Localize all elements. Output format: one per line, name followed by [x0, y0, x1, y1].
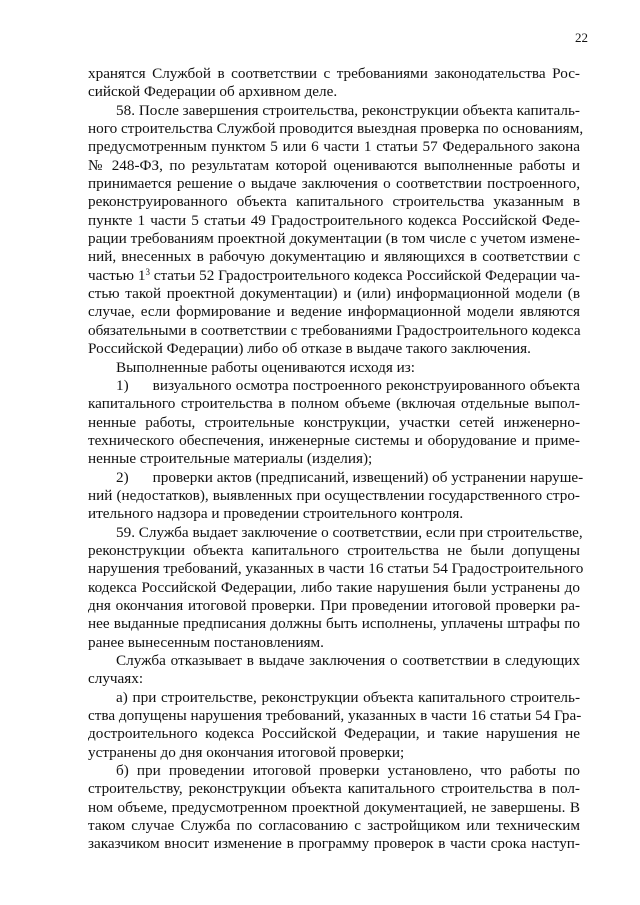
line-text: Выполненные работы оцениваются исходя из: [116, 358, 416, 376]
text-line [88, 65, 580, 83]
text-line [88, 120, 584, 138]
text-line [88, 542, 580, 560]
line-text: ства допущены нарушения требований, указанных в части 16 статьи 54 Гра- [88, 707, 582, 725]
text-line [88, 835, 580, 853]
line-text: Служба отказывает в выдаче заключения о соответствии в следующих [116, 652, 580, 669]
line-text: Российской Федерации) либо об отказе в выдаче такого заключения. [88, 340, 531, 358]
text-line [88, 468, 584, 487]
line-text: устранены до дня окончания итоговой проверки; [88, 743, 405, 761]
line-text: реконструированного объекта капитального строительства указанным в [88, 193, 580, 211]
line-text: таком случае Служба по согласованию с застройщиком или техническим [88, 817, 580, 835]
text-line [88, 523, 583, 542]
line-text: предусмотренным пунктом 5 или 6 части 1 статьи 57 Федерального закона [88, 138, 580, 156]
text-line [88, 138, 580, 156]
text-line [88, 212, 580, 230]
line-text: дня окончания итоговой проверки. При проведении итоговой проверки ра- [88, 596, 580, 614]
text-line [88, 817, 580, 835]
text-line [88, 432, 580, 450]
line-text: ний, внесенных в рабочую документацию и являющихся в соответствии с [88, 248, 580, 266]
text-line [88, 670, 580, 688]
text-line [88, 83, 580, 101]
line-text: 1) [116, 376, 129, 394]
line-text: случае, если формирование и ведение информационной модели являются [88, 303, 580, 321]
line-text: ненные работы, строительные конструкции, участки сетей инженерно- [88, 413, 580, 431]
text-line [88, 487, 580, 505]
text-line [88, 248, 580, 266]
line-text: ненные строительные материалы (изделия); [88, 450, 373, 468]
line-text: пункте 1 части 5 статьи 49 Градостроительного кодекса Российской Феде- [88, 211, 580, 229]
text-line [88, 634, 580, 652]
line-text: ительного надзора и проведении строительного контроля. [88, 505, 464, 523]
line-text: частью 1 [88, 266, 146, 284]
text-line [88, 689, 580, 707]
text-line [88, 579, 580, 597]
line-text: 59. Служба выдает заключение о соответствии, если при строительстве, [116, 523, 583, 541]
paragraph-p-59 [88, 523, 584, 652]
paragraph-p-item-2 [88, 468, 584, 524]
text-line [88, 175, 580, 193]
line-text: сийской Федерации об архивном деле. [88, 83, 338, 101]
text-line [88, 707, 580, 725]
paragraph-p-case-a [88, 689, 580, 762]
text-line [88, 652, 580, 670]
line-text-tail: проверки актов (предписаний, извещений) об устранении наруше- [152, 468, 584, 486]
line-text: кодекса Российской Федерации, либо такие нарушения были устранены до [88, 578, 580, 596]
text-line [88, 450, 580, 468]
line-text: ном объеме, предусмотренном проектной документацией, не завершены. В [88, 798, 580, 816]
text-line [88, 744, 580, 762]
page-number: 22 [575, 30, 588, 45]
line-text: 58. После завершения строительства, реконструкции объекта капиталь- [116, 101, 580, 119]
paragraph-p-continuation [88, 65, 580, 102]
text-line [88, 725, 580, 743]
text-line [88, 285, 580, 303]
text-line [88, 505, 580, 523]
line-text: 2) [116, 468, 129, 486]
paragraph-p-refusal [88, 652, 580, 689]
line-text-tail: визуального осмотра построенного реконструированного объекта [152, 376, 580, 394]
paragraph-p-item-1 [88, 377, 580, 469]
text-line [88, 414, 580, 432]
line-text: обязательными в соответствии с требованиями Градостроительного кодекса [88, 321, 581, 339]
text-line [88, 762, 580, 780]
line-text: ного строительства Службой проводится выездная проверка по основаниям, [88, 120, 584, 138]
text-line [88, 322, 580, 340]
text-line [88, 157, 580, 175]
line-text: рации требованиям проектной документации (в том числе с учетом измене- [88, 230, 580, 248]
line-text: заказчиком вносит изменение в программу проверок в части срока наступ- [88, 835, 580, 853]
text-line [88, 359, 580, 377]
line-text: достроительного кодекса Российской Федерации, и такие нарушения не [88, 725, 580, 743]
line-text: капитального строительства в полном объеме (включая отдельные выпол- [88, 395, 580, 413]
line-text: б) при проведении итоговой проверки установлено, что работы по [116, 762, 580, 780]
text-line [88, 615, 580, 633]
text-line [88, 799, 580, 817]
text-line [88, 267, 580, 285]
line-text: ранее вынесенным постановлениям. [88, 633, 324, 651]
line-text: ний (недостатков), выявленных при осуществлении государственного стро- [88, 486, 580, 504]
text-line [88, 340, 580, 358]
text-line [88, 395, 580, 413]
line-text: случаях: [88, 670, 144, 688]
text-line [88, 377, 580, 395]
line-text: нарушения требований, указанных в части 16 статьи 54 Градостроительного [88, 560, 584, 578]
line-text: хранятся Службой в соответствии с требованиями законодательства Рос- [88, 65, 580, 82]
text-line [88, 303, 580, 321]
text-line [88, 193, 580, 211]
line-text: принимается решение о выдаче заключения о соответствии построенного, [88, 175, 580, 193]
line-text: нее выданные предписания должны быть исполнены, уплачены штрафы по [88, 615, 580, 633]
line-text: № 248-ФЗ, по результатам которой оцениваются выполненные работы и [88, 156, 580, 174]
line-text: стью такой проектной документации) и (или) информационной модели (в [88, 285, 580, 303]
line-text: строительству, реконструкции объекта капитального строительства в пол- [88, 780, 580, 798]
text-line [88, 780, 580, 798]
line-text: технического обеспечения, инженерные системы и оборудование и приме- [88, 431, 580, 449]
text-line [88, 560, 584, 578]
line-text: а) при строительстве, реконструкции объекта капитального строитель- [116, 688, 580, 706]
superscript: 3 [145, 266, 150, 277]
document-body [88, 65, 584, 854]
text-line [88, 597, 580, 615]
text-line [88, 230, 580, 248]
paragraph-p-evaluation [88, 359, 580, 377]
text-line [88, 102, 580, 120]
paragraph-p-case-b [88, 762, 580, 854]
line-text: реконструкции объекта капитального строительства не были допущены [88, 541, 580, 559]
paragraph-p-58 [88, 101, 584, 359]
line-text-tail: статьи 52 Градостроительного кодекса Российской Федерации ча- [149, 266, 581, 284]
